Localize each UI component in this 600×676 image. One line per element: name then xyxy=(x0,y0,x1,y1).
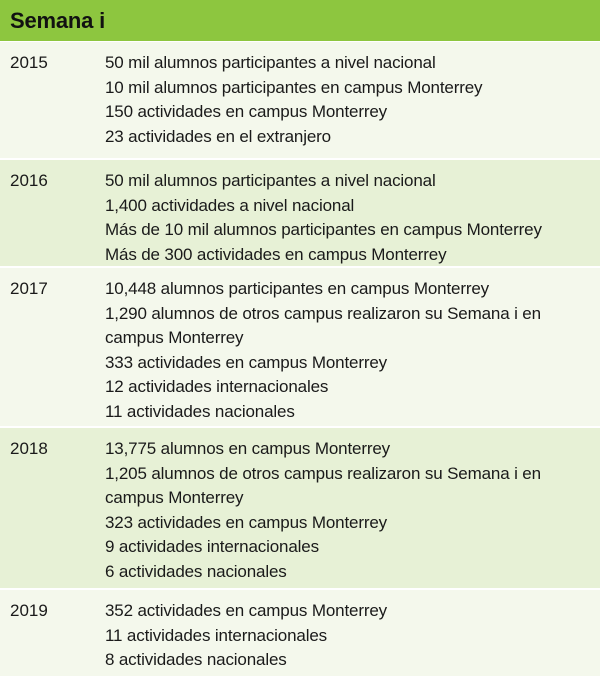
stat-item: 10,448 alumnos participantes en campus Monterrey xyxy=(105,279,490,298)
stat-item: 323 actividades en campus Monterrey xyxy=(105,512,388,532)
stat-item: campus Monterrey xyxy=(105,488,244,507)
table-body xyxy=(0,42,600,676)
stat-item: 12 actividades internacionales xyxy=(105,377,329,396)
stat-item: 50 mil alumnos participantes a nivel nacional xyxy=(105,171,436,190)
stat-item: 6 actividades nacionales xyxy=(105,561,287,581)
stat-item: Más de 300 actividades en campus Monterrey xyxy=(105,244,447,264)
year-cell: 2015 xyxy=(10,53,48,72)
year-row-2015 xyxy=(0,42,600,160)
year-cell: 2019 xyxy=(10,601,48,620)
year-row-2018 xyxy=(0,428,600,590)
stat-item: 10 mil alumnos participantes en campus Monterrey xyxy=(105,77,483,97)
year-cell: 2016 xyxy=(10,171,48,190)
stat-item: 1,400 actividades a nivel nacional xyxy=(105,195,355,215)
year-row-2019 xyxy=(0,590,600,676)
year-row-2016 xyxy=(0,160,600,268)
stats-list xyxy=(105,599,600,676)
year-cell: 2017 xyxy=(10,279,48,298)
stat-item: 11 actividades nacionales xyxy=(105,401,295,421)
stat-item: 50 mil alumnos participantes a nivel nacional xyxy=(105,53,436,72)
year-row-2017 xyxy=(0,268,600,428)
stats-list xyxy=(105,169,600,266)
stat-item: 8 actividades nacionales xyxy=(105,650,287,669)
stats-list xyxy=(105,277,600,426)
table-title: Semana i xyxy=(10,7,106,33)
stat-item: 1,205 alumnos de otros campus realizaron su Semana i en xyxy=(105,463,541,483)
stats-list xyxy=(105,51,600,158)
stat-item: 150 actividades en campus Monterrey xyxy=(105,102,388,121)
stat-item: 13,775 alumnos en campus Monterrey xyxy=(105,439,391,458)
year-cell: 2018 xyxy=(10,439,48,458)
stat-item: campus Monterrey xyxy=(105,328,244,347)
stat-item: 11 actividades internacionales xyxy=(105,625,327,645)
table-header xyxy=(0,0,600,42)
stat-item: 352 actividades en campus Monterrey xyxy=(105,601,388,620)
stat-item: 1,290 alumnos de otros campus realizaron su Semana i en xyxy=(105,303,541,323)
stat-item: 23 actividades en el extranjero xyxy=(105,126,331,146)
stat-item: 9 actividades internacionales xyxy=(105,537,319,556)
stats-list xyxy=(105,437,600,588)
stat-item: 333 actividades en campus Monterrey xyxy=(105,352,388,372)
stat-item: Más de 10 mil alumnos participantes en campus Monterrey xyxy=(105,220,542,239)
